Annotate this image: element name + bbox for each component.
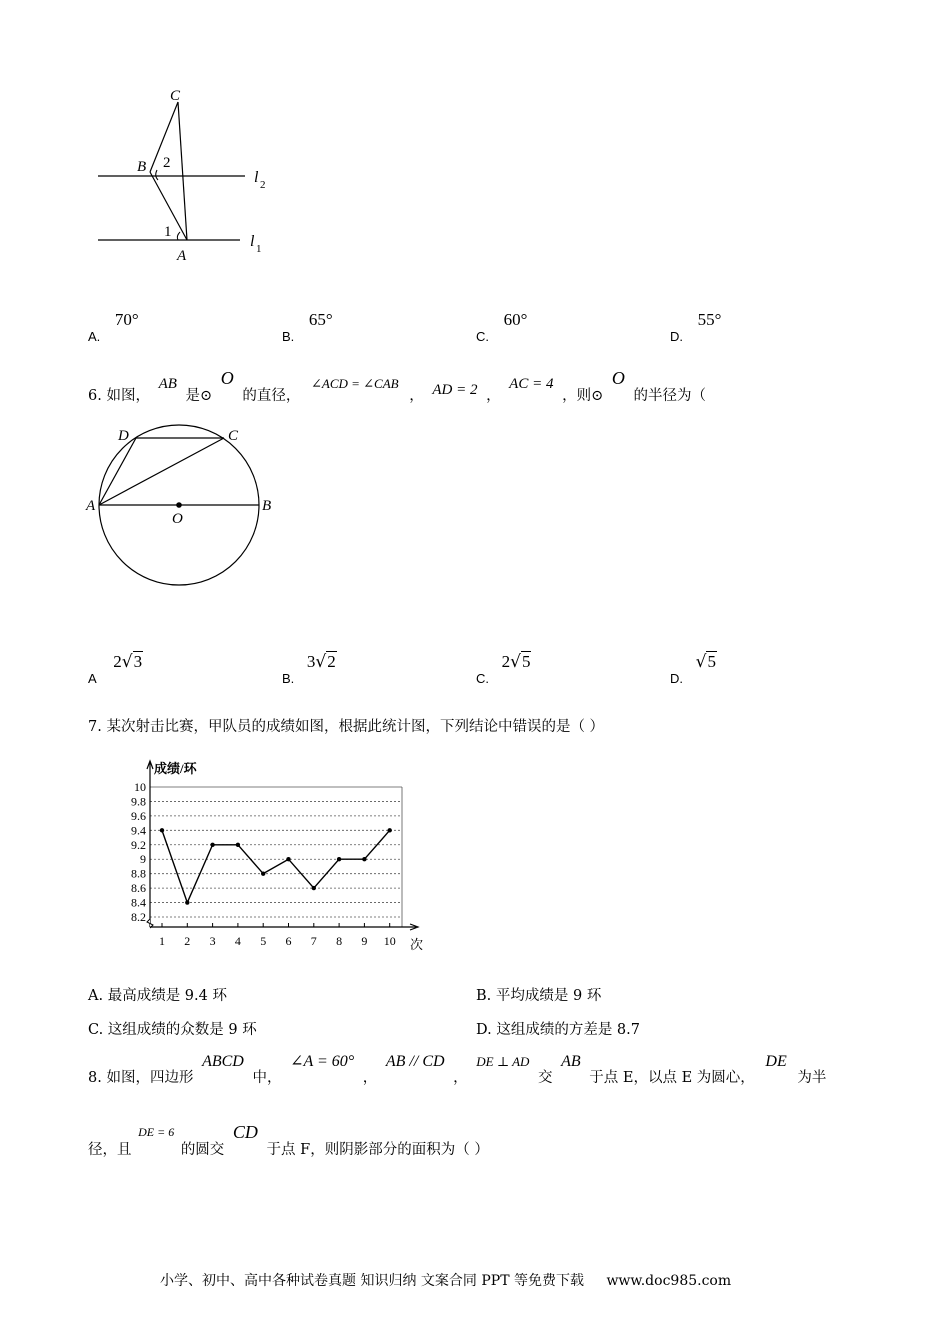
data-point	[286, 857, 290, 861]
score-line-chart	[110, 755, 440, 960]
q6-angle-condition: ∠ACD = ∠CAB	[310, 376, 399, 391]
label-c2: C	[228, 428, 239, 444]
label-angle-1: 1	[164, 224, 172, 240]
x-tick-label: 8	[336, 934, 343, 948]
x-tick-label: 3	[209, 934, 216, 948]
q5-option-a: A. 70°	[88, 310, 139, 344]
data-point	[312, 886, 316, 890]
data-point	[236, 843, 240, 847]
q6-option-d: D. √5	[670, 652, 716, 686]
q7-option-a: A. 最高成绩是 9.4 环	[88, 988, 227, 1004]
q6-ad: AD = 2	[432, 382, 478, 398]
q7-option-d: D. 这组成绩的方差是 8.7	[476, 1022, 640, 1038]
y-tick-label: 9.4	[131, 823, 146, 838]
y-tick-label: 10	[134, 780, 146, 794]
data-point	[362, 857, 366, 861]
question-7: 7. 某次射击比赛，甲队员的成绩如图，根据此统计图，下列结论中错误的是（ ）	[88, 719, 605, 735]
label-a: A	[177, 248, 187, 264]
footer	[160, 1270, 731, 1290]
label-a2: A	[86, 498, 96, 514]
x-tick-label: 9	[361, 934, 368, 948]
question-6: 6. 如图， AB 是⊙ O 的直径， ∠ACD = ∠CAB ， AD = 2 ， AC = 4 ，则⊙ O 的半径为（	[88, 368, 706, 404]
q6-ab: AB	[158, 376, 177, 392]
y-tick-label: 9.8	[131, 794, 146, 809]
question-8-line-2: 径，且 DE = 6 的圆交 CD 于点 F，则阴影部分的面积为（ ）	[88, 1122, 489, 1158]
data-point	[160, 828, 164, 832]
q5-option-c: C. 60°	[476, 310, 528, 344]
footer-url[interactable]: www.doc985.com	[606, 1273, 732, 1289]
label-d: D	[118, 428, 129, 444]
x-tick-label: 1	[159, 934, 165, 948]
y-tick-label: 9.6	[131, 808, 146, 823]
x-tick-label: 5	[260, 934, 267, 948]
label-o: O	[172, 511, 183, 527]
y-axis-label: 成绩/环	[154, 761, 197, 776]
label-c: C	[170, 88, 181, 104]
x-tick-label: 6	[285, 934, 292, 948]
q7-option-c: C. 这组成绩的众数是 9 环	[88, 1022, 257, 1038]
y-tick-label: 8.4	[131, 895, 146, 910]
data-point	[337, 857, 341, 861]
figure-parallel-lines	[90, 80, 290, 270]
question-8-line-1: 8. 如图，四边形 ABCD 中， ∠A = 60° ， AB // CD ， DE ⊥ AD 交 AB 于点 E，以点 E 为圆心， DE 为半	[88, 1053, 827, 1086]
label-angle-2: 2	[163, 155, 171, 171]
label-l1: l	[250, 233, 255, 250]
y-tick-label: 8.2	[131, 910, 146, 924]
q6-ac: AC = 4	[509, 376, 554, 392]
x-tick-label: 4	[234, 934, 241, 948]
q6-option-a: A 2√3	[88, 652, 143, 686]
q6-option-b: B. 3√2	[282, 652, 336, 686]
y-tick-label: 9	[140, 852, 146, 867]
series-line	[162, 830, 390, 902]
label-l2: l	[254, 169, 259, 186]
x-tick-label: 10	[383, 934, 396, 948]
q5-option-d: D. 55°	[670, 310, 722, 344]
x-tick-label: 2	[184, 934, 191, 948]
y-tick-label: 8.8	[131, 866, 146, 881]
x-tick-label: 7	[310, 934, 317, 948]
y-tick-label: 9.2	[131, 837, 146, 852]
data-point	[261, 871, 265, 875]
label-l1-sub: 1	[256, 243, 262, 255]
label-b: B	[137, 159, 147, 175]
q5-option-b: B. 65°	[282, 310, 333, 344]
q6-option-c: C. 2√5	[476, 652, 531, 686]
footer-text: 小学、初中、高中各种试卷真题 知识归纳 文案合同 PPT 等免费下载	[160, 1273, 584, 1289]
x-axis-label: 次	[410, 937, 424, 952]
label-b2: B	[262, 498, 272, 514]
label-l2-sub: 2	[260, 179, 266, 191]
figure-circle	[80, 420, 290, 620]
y-tick-label: 8.6	[131, 881, 146, 896]
data-point	[210, 843, 214, 847]
q7-option-b: B. 平均成绩是 9 环	[476, 988, 602, 1004]
data-point	[185, 900, 189, 904]
data-point	[388, 828, 392, 832]
